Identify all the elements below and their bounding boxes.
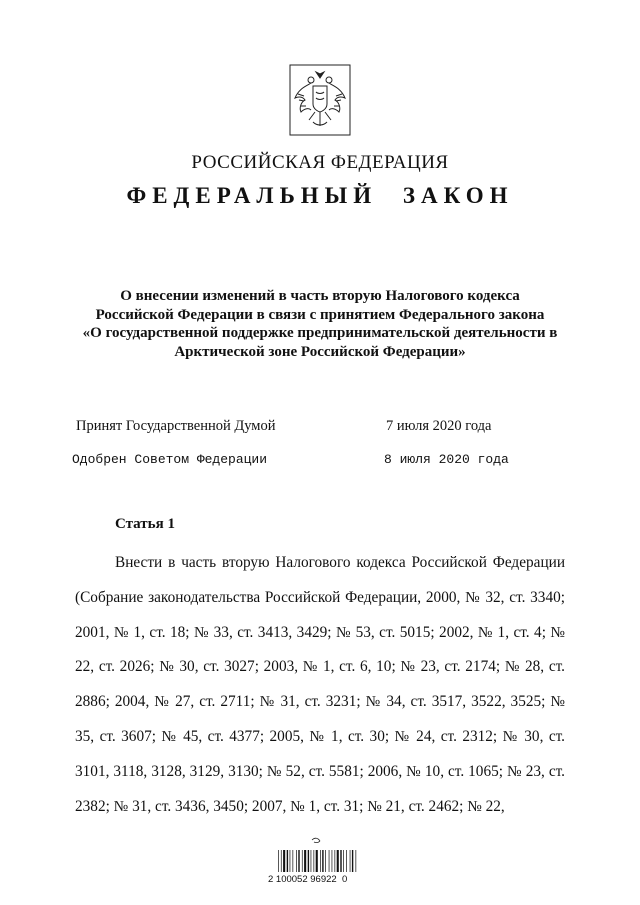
title-line: Арктической зоне Российской Федерации» bbox=[174, 343, 466, 360]
duma-date: 7 июля 2020 года bbox=[386, 418, 492, 434]
council-date: 8 июля 2020 года bbox=[384, 452, 509, 467]
article-paragraph: Внести в часть вторую Налогового кодекса Российской Федерации (Собрание законодательства Российской Федерации, 2000, № 32, ст. 3340; 2001, № 1, ст. 18; № 33, ст. 3413, 3429; № 53, ст. 5015; 2002, № 1, ст. 4; № 22, ст. 2026; № 30, ст. 3027; 2003, № 1, ст. 6, 10; № 23, ст. 2174; № 28, ст. 2886; 2004, № 27, ст. 2711; № 31, ст. 3231; № 34, ст. 3517, 3522, 3525; № 35, ст. 3607; № 45, ст. 4377; 2005, № 1, ст. 30; № 24, ст. 2312; № 30, ст. 3101, 3118, 3128, 3129, 3130; № 52, ст. 5581; 2006, № 10, ст. 1065; № 23, ст. 2382; № 31, ст. 3436, 3450; 2007, № 1, ст. 31; № 21, ст. 2462; № 22, bbox=[75, 554, 565, 815]
title-line: «О государственной поддержке предпринимательской деятельности в bbox=[82, 325, 558, 341]
article-body bbox=[75, 546, 565, 824]
duma-label: Принят Государственной Думой bbox=[76, 418, 276, 434]
law-title bbox=[40, 287, 600, 361]
barcode-number: 2 100052 96922 0 bbox=[268, 874, 348, 885]
title-line: Российской Федерации в связи с принятием Федерального закона bbox=[95, 306, 545, 323]
country-name: РОССИЙСКАЯ ФЕДЕРАЦИЯ bbox=[191, 152, 449, 173]
title-line: О внесении изменений в часть вторую Налогового кодекса bbox=[120, 288, 520, 304]
document-type: ФЕДЕРАЛЬНЫЙ ЗАКОН bbox=[126, 183, 514, 208]
coat-of-arms-icon bbox=[289, 64, 351, 136]
article-heading: Статья 1 bbox=[115, 516, 175, 532]
council-label: Одобрен Советом Федерации bbox=[72, 452, 268, 467]
